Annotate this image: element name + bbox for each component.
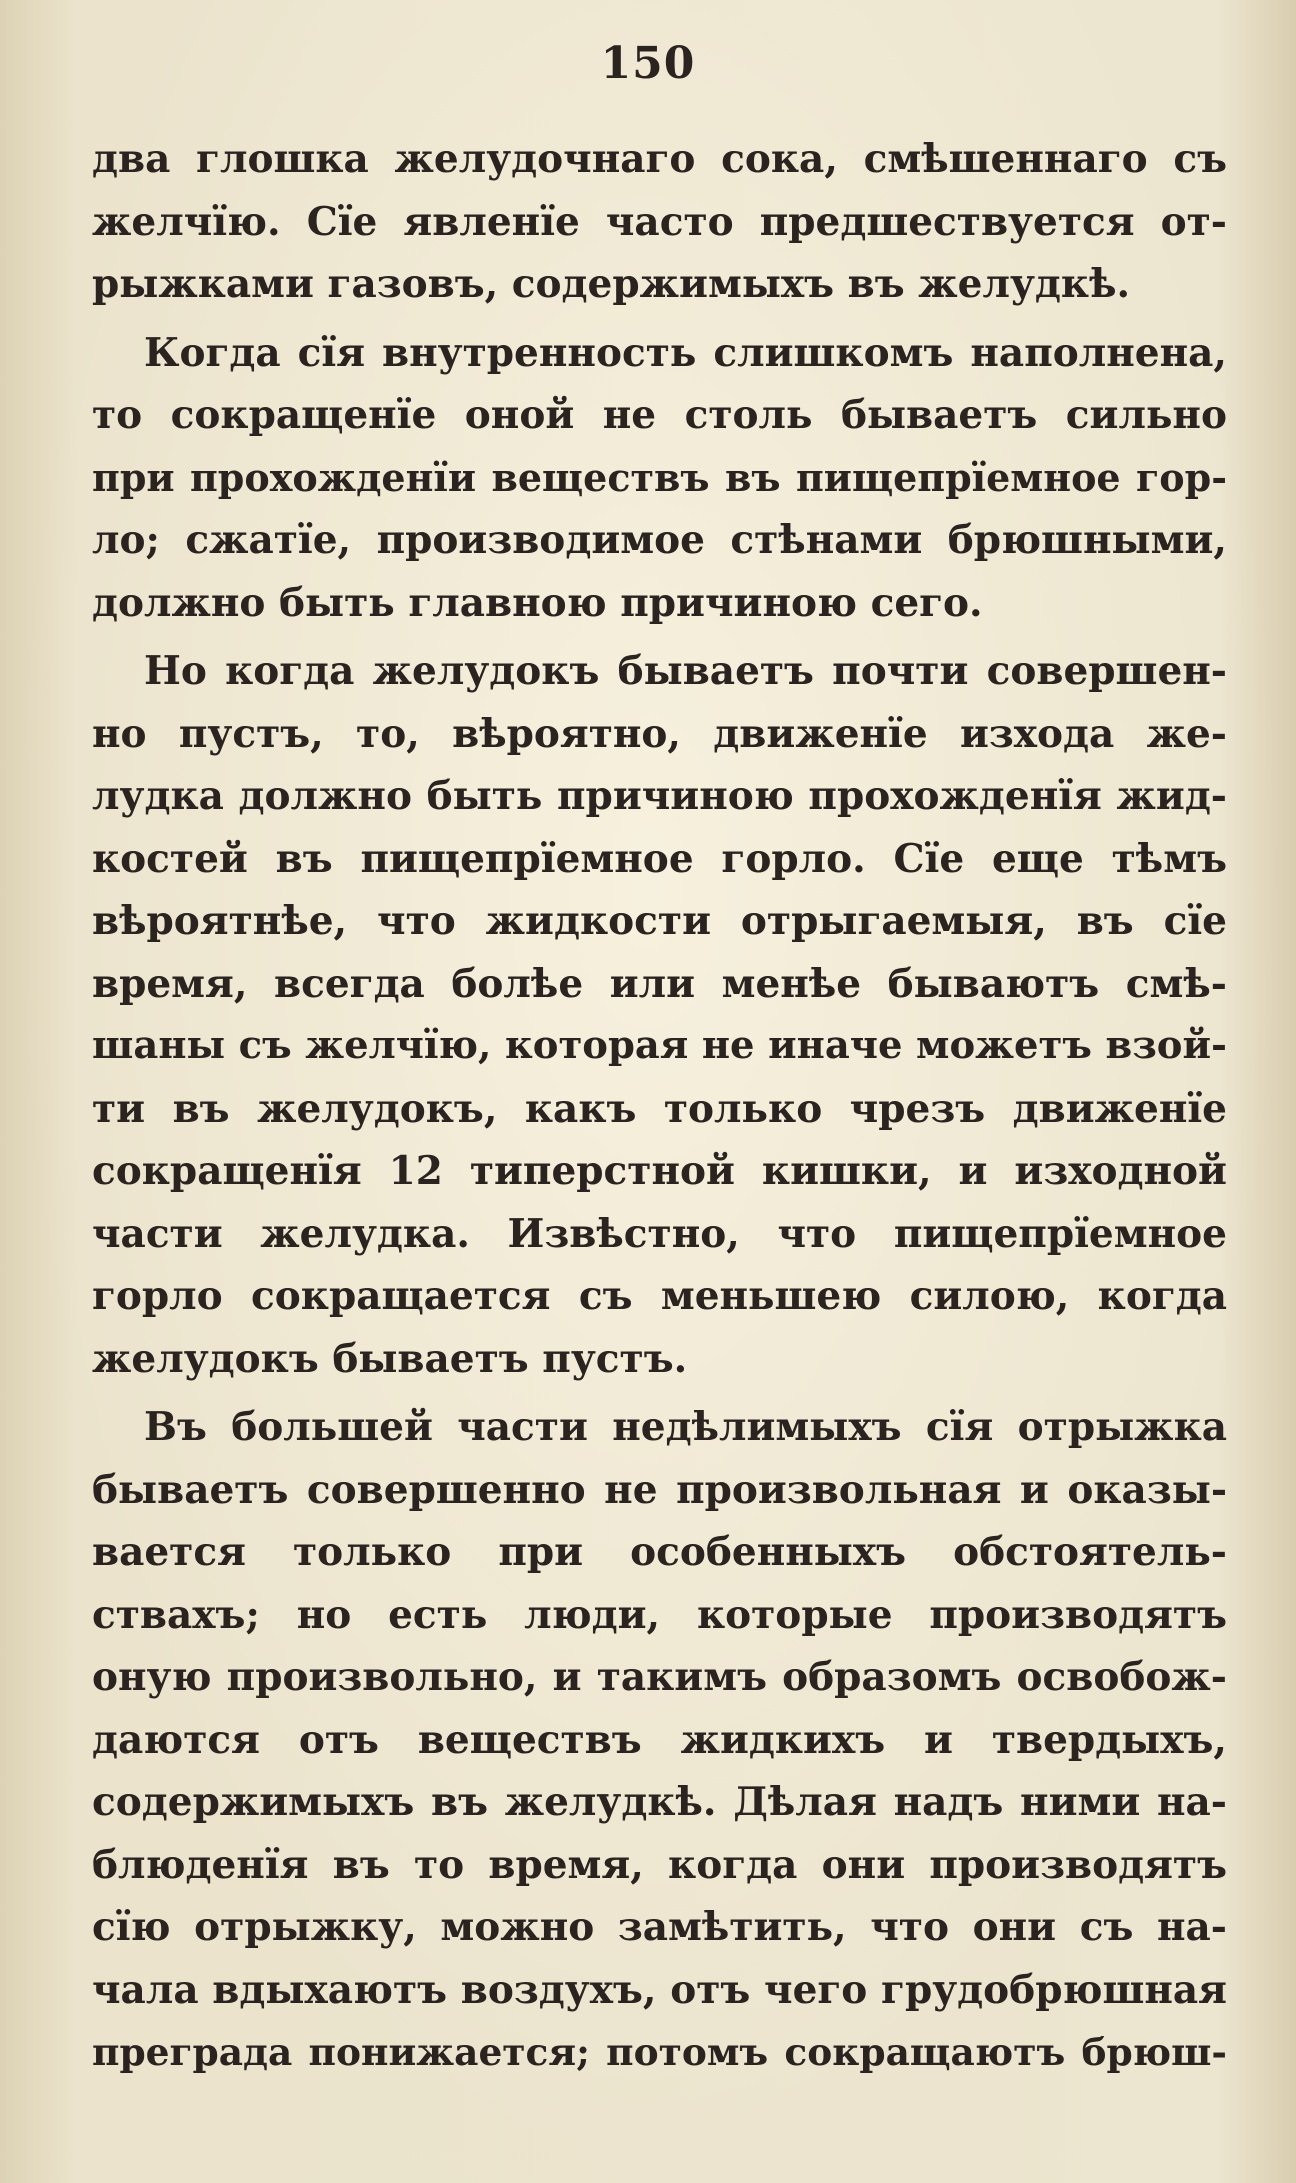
- text-line: но пустъ, то, вѣроятно, движенїе изхода же-: [92, 710, 1227, 757]
- text-line: даются отъ веществъ жидкихъ и твердыхъ,: [92, 1716, 1227, 1763]
- text-line: при прохожденїи веществъ въ пищепрїемное гор-: [92, 454, 1227, 500]
- text-line: содержимыхъ въ желудкѣ. Дѣлая надъ ними на-: [92, 1779, 1227, 1825]
- paragraph: [92, 322, 1227, 635]
- text-line: ствахъ; но есть люди, которые производятъ: [92, 1591, 1227, 1638]
- text-line: Но когда желудокъ бываетъ почти совершен-: [144, 648, 1227, 694]
- text-line: сїю отрыжку, можно замѣтить, что они съ на-: [92, 1904, 1227, 1950]
- text-line: костей въ пищепрїемное горло. Сїе еще тѣмъ: [92, 835, 1227, 882]
- text-line: должно быть главною причиною сего.: [92, 579, 983, 626]
- text-line: бываетъ совершенно не произвольная и оказы-: [92, 1466, 1227, 1513]
- text-line: желудокъ бываетъ пустъ.: [92, 1335, 688, 1382]
- text-line: время, всегда болѣе или менѣе бываютъ смѣ-: [92, 960, 1227, 1007]
- text-line: два глошка желудочнаго сока, смѣшеннаго съ: [92, 136, 1227, 182]
- text-line: шаны съ желчїю, которая не иначе можетъ взой-: [92, 1023, 1227, 1068]
- text-line: части желудка. Извѣстно, что пищепрїемное: [92, 1210, 1227, 1257]
- paragraph: [92, 1396, 1227, 2084]
- text-line: Когда сїя внутренность слишкомъ наполнена,: [144, 329, 1227, 376]
- page-number: 150: [600, 38, 696, 89]
- text-line: Въ большей части недѣлимыхъ сїя отрыжка: [144, 1404, 1227, 1450]
- text-line: ло; сжатїе, производимое стѣнами брюшными,: [92, 517, 1227, 563]
- text-line: чала вдыхаютъ воздухъ, отъ чего грудобрюшная: [92, 1966, 1227, 2013]
- text-line: лудка должно быть причиною прохожденїя жид-: [92, 773, 1227, 819]
- text-line: то сокращенїе оной не столь бываетъ сильно: [92, 392, 1227, 438]
- text-line: оную произвольно, и такимъ образомъ освобож-: [92, 1654, 1227, 1700]
- text-line: желчїю. Сїе явленїе часто предшествуется от-: [92, 198, 1227, 245]
- text-line: сокращенїя 12 типерстной кишки, и изходной: [92, 1148, 1227, 1194]
- text-line: блюденїя въ то время, когда они производятъ: [92, 1841, 1227, 1888]
- text-line: ти въ желудокъ, какъ только чрезъ движенїе: [92, 1085, 1227, 1132]
- body-text: [92, 128, 1227, 2084]
- paragraph: [92, 640, 1227, 1390]
- text-line: горло сокращается съ меньшею силою, когда: [92, 1273, 1227, 1319]
- text-line: вѣроятнѣе, что жидкости отрыгаемыя, въ сїе: [92, 898, 1227, 944]
- text-line: преграда понижается; потомъ сокращаютъ брюш-: [92, 2030, 1227, 2074]
- paragraph: [92, 128, 1227, 316]
- text-line: рыжками газовъ, содержимыхъ въ желудкѣ.: [92, 261, 1131, 307]
- text-line: вается только при особенныхъ обстоятель-: [92, 1529, 1227, 1575]
